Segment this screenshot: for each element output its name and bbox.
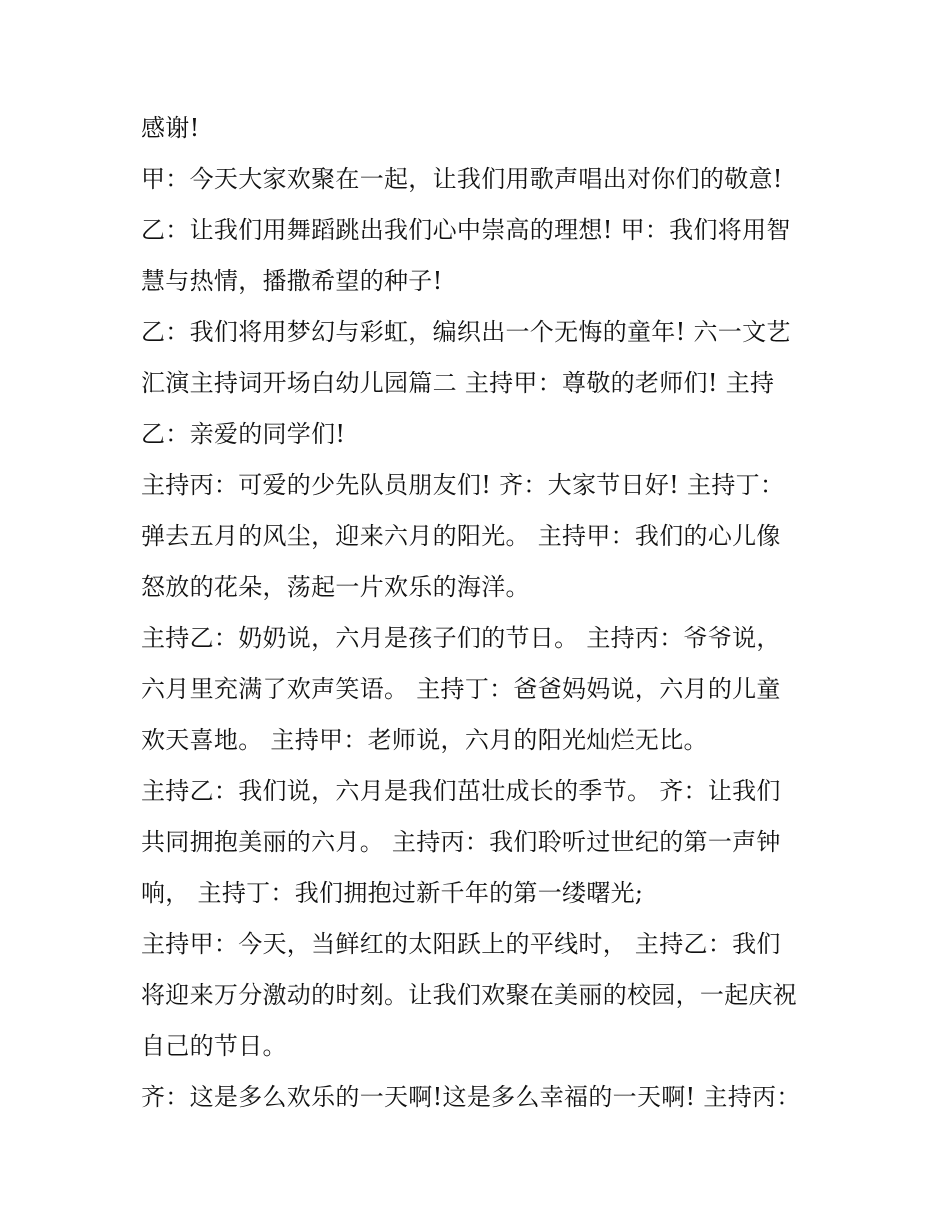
text-line: 六月里充满了欢声笑语。 主持丁：爸爸妈妈说，六月的儿童: [141, 675, 781, 703]
text-line: 主持丙：可爱的少先队员朋友们! 齐：大家节日好! 主持丁：: [141, 471, 785, 499]
text-line: 欢天喜地。 主持甲：老师说，六月的阳光灿烂无比。: [141, 726, 708, 754]
text-line: 弹去五月的风尘，迎来六月的阳光。 主持甲：我们的心儿像: [141, 522, 781, 550]
text-line: 将迎来万分激动的时刻。让我们欢聚在美丽的校园，一起庆祝: [141, 981, 798, 1009]
text-line: 甲：今天大家欢聚在一起，让我们用歌声唱出对你们的敬意!: [141, 165, 783, 193]
text-line: 乙：让我们用舞蹈跳出我们心中崇高的理想! 甲：我们将用智: [141, 216, 791, 244]
text-line: 自己的节日。: [141, 1032, 287, 1060]
text-line: 乙：我们将用梦幻与彩虹，编织出一个无悔的童年! 六一文艺: [141, 318, 791, 346]
text-line: 响， 主持丁：我们拥抱过新千年的第一缕曙光;: [141, 879, 644, 907]
text-line: 汇演主持词开场白幼儿园篇二 主持甲：尊敬的老师们! 主持: [141, 369, 775, 397]
body-text: [141, 103, 821, 1123]
text-line: 感谢!: [141, 114, 200, 142]
text-line: 慧与热情，播撒希望的种子!: [141, 267, 443, 295]
text-line: 乙：亲爱的同学们!: [141, 420, 346, 448]
text-line: 主持甲：今天，当鲜红的太阳跃上的平线时， 主持乙：我们: [141, 930, 781, 958]
text-line: 怒放的花朵，荡起一片欢乐的海洋。: [141, 573, 530, 601]
text-line: 主持乙：我们说，六月是我们茁壮成长的季节。 齐：让我们: [141, 777, 781, 805]
text-line: 共同拥抱美丽的六月。 主持丙：我们聆听过世纪的第一声钟: [141, 828, 781, 856]
text-line: 齐：这是多么欢乐的一天啊!这是多么幸福的一天啊! 主持丙：: [141, 1083, 801, 1111]
text-line: 主持乙：奶奶说，六月是孩子们的节日。 主持丙：爷爷说，: [141, 624, 781, 652]
